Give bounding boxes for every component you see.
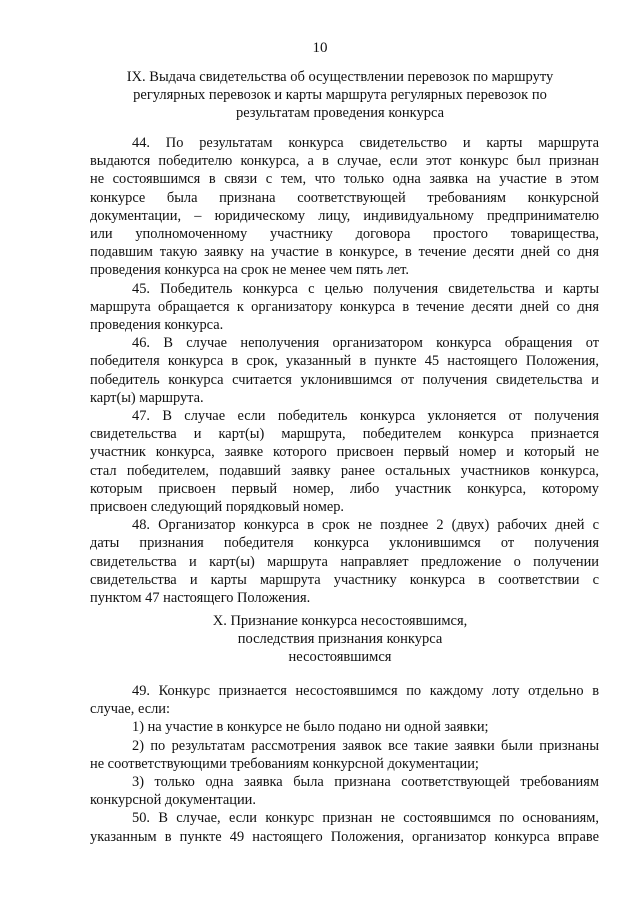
- paragraph-line: 1) на участие в конкурсе не было подано ни одной заявки;: [132, 719, 489, 736]
- list-item-2: [90, 737, 599, 773]
- list-item-1: [90, 718, 599, 736]
- section-10-title: [80, 612, 600, 666]
- paragraph-line: конкурсной документации.: [90, 792, 256, 809]
- paragraph-line: которым присвоен первый номер, либо участник конкурса, которому: [90, 480, 599, 497]
- paragraph-line: или уполномоченному участнику договора простого товарищества,: [90, 226, 599, 243]
- paragraph-line: 47. В случае если победитель конкурса уклоняется от получения: [132, 408, 599, 425]
- paragraph-line: 44. По результатам конкурса свидетельство и карты маршрута: [132, 135, 599, 151]
- paragraph-line: 3) только одна заявка была признана соответствующей требованиям: [132, 774, 599, 791]
- paragraph-line: проведения конкурса на срок не менее чем пять лет.: [90, 262, 409, 279]
- paragraph-line: присвоен следующий порядковый номер.: [90, 499, 345, 516]
- paragraph-48: [90, 516, 599, 607]
- paragraph-45: [90, 280, 599, 335]
- paragraph-line: победителя конкурса в срок, указанный в пункте 45 настоящего Положения,: [90, 353, 599, 370]
- paragraph-line: документации, – юридическому лицу, индивидуальному предпринимателю: [90, 207, 599, 224]
- paragraph-line: 2) по результатам рассмотрения заявок все такие заявки были признаны: [132, 737, 599, 754]
- page-number: 10: [312, 40, 328, 56]
- section-9-title-line: результатам проведения конкурса: [235, 105, 445, 121]
- paragraph-line: свидетельства и карты маршрута участнику конкурса в соответствии с: [90, 571, 599, 588]
- paragraph-line: даты признания победителя конкурса уклонившимся от получения: [90, 535, 599, 552]
- paragraph-50: [90, 809, 599, 845]
- paragraph-line: не состоявшимся в связи с тем, что только одна заявка на участие в этом: [90, 171, 599, 188]
- paragraph-47: [90, 407, 599, 516]
- section-9-title: [80, 68, 600, 122]
- paragraph-line: выдаются победителю конкурса, а в случае, если этот конкурс был признан: [90, 153, 599, 170]
- paragraph-line: указанным в пункте 49 настоящего Положения, организатор конкурса вправе: [90, 828, 599, 845]
- paragraph-line: конкурсе была признана соответствующей требованиям конкурсной: [90, 189, 599, 206]
- section-10-title-line: X. Признание конкурса несостоявшимся,: [212, 613, 468, 629]
- paragraph-line: свидетельства и карт(ы) маршрута, победителем конкурса признается: [90, 426, 599, 443]
- paragraph-49: [90, 682, 599, 718]
- paragraph-line: 48. Организатор конкурса в срок не позднее 2 (двух) рабочих дней с: [132, 517, 599, 534]
- paragraph-line: 45. Победитель конкурса с целью получения свидетельства и карты: [132, 280, 599, 297]
- paragraph-line: проведения конкурса.: [90, 317, 224, 334]
- paragraph-line: подавшим такую заявку на участие в конкурсе, в течение десяти дней со дня: [90, 244, 599, 261]
- paragraph-line: маршрута обращается к организатору конкурса в течение десяти дней со дня: [90, 298, 599, 315]
- paragraph-line: карт(ы) маршрута.: [90, 389, 204, 406]
- paragraph-line: 50. В случае, если конкурс признан не состоявшимся по основаниям,: [132, 810, 599, 827]
- paragraph-line: 49. Конкурс признается несостоявшимся по каждому лоту отдельно в: [132, 683, 599, 699]
- paragraph-line: победитель конкурса считается уклонившимся от получения свидетельства и: [90, 371, 599, 388]
- section-9-body: [90, 134, 599, 607]
- paragraph-line: не соответствующими требованиям конкурсной документации;: [90, 755, 479, 772]
- paragraph-46: [90, 334, 599, 407]
- paragraph-line: пунктом 47 настоящего Положения.: [90, 590, 311, 607]
- section-10-title-line: несостоявшимся: [288, 649, 392, 665]
- section-10-title-line: последствия признания конкурса: [237, 631, 443, 647]
- list-item-3: [90, 773, 599, 809]
- paragraph-line: стал победителем, подавший заявку ранее остальных участников конкурса,: [90, 462, 599, 479]
- paragraph-line: 46. В случае неполучения организатором конкурса обращения от: [132, 335, 599, 352]
- section-10-body: [90, 682, 599, 846]
- paragraph-line: свидетельства и карт(ы) маршрута направляет предложение о получении: [90, 553, 599, 570]
- paragraph-line: участник конкурса, заявке которого присвоен первый номер и который не: [90, 444, 599, 461]
- section-9-title-line: регулярных перевозок и карты маршрута регулярных перевозок по: [133, 87, 547, 103]
- section-9-title-line: IX. Выдача свидетельства об осуществлении перевозок по маршруту: [126, 69, 554, 85]
- paragraph-line: случае, если:: [90, 701, 170, 718]
- paragraph-44: [90, 134, 599, 280]
